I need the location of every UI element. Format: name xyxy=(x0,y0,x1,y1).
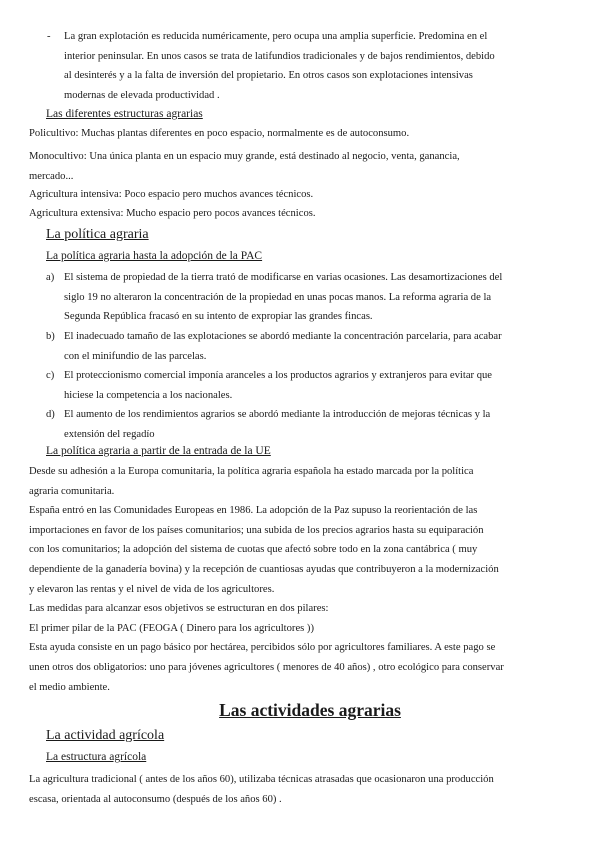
ue-line-12: el medio ambiente. xyxy=(29,681,110,693)
ue-line-6: dependiente de la ganadería bovina) y la recepción de cuantiosas ayudas que contribuyeron a la modernización xyxy=(29,564,499,575)
agricola-line-1: La agricultura tradicional ( antes de los años 60), utilizaba técnicas atrasadas que ocasionaron una producción xyxy=(29,774,494,785)
ue-line-2: agraria comunitaria. xyxy=(29,485,115,497)
item-a-line-1: El sistema de propiedad de la tierra trató de modificarse en varias ocasiones. Las desamortizaciones del xyxy=(64,272,503,283)
item-d-line-2: extensión del regadío xyxy=(64,428,155,440)
estructuras-line-2: Monocultivo: Una única planta en un espacio muy grande, está destinado al negocio, venta, ganancia, xyxy=(29,151,460,162)
ue-line-7: y elevaron las rentas y el nivel de vida de los agricultores. xyxy=(29,583,275,595)
item-d-line-1: El aumento de los rendimientos agrarios se abordó mediante la introducción de mejoras técnicas y la xyxy=(64,409,491,420)
ue-line-8: Las medidas para alcanzar esos objetivos se estructuran en dos pilares: xyxy=(29,603,329,615)
estructuras-line-4: Agricultura intensiva: Poco espacio pero muchos avances técnicos. xyxy=(29,189,314,200)
estructuras-line-3: mercado... xyxy=(29,170,74,182)
heading-politica-ue: La política agraria a partir de la entrada de la UE xyxy=(46,445,271,457)
item-a-line-2: siglo 19 no alteraron la concentración de la propiedad en unas pocas manos. La reforma agraria de la xyxy=(64,291,492,303)
item-c-marker: c) xyxy=(46,370,55,381)
bullet-dash: - xyxy=(47,31,51,42)
ue-line-4: importaciones en favor de los países comunitarios; una subida de los precios agrarios hasta su equiparación xyxy=(29,524,484,536)
item-c-line-1: El proteccionismo comercial imponía aranceles a los productos agrarios y extranjeros para evitar que xyxy=(64,370,492,381)
item-d-marker: d) xyxy=(46,409,55,420)
ue-line-11: unen otros dos obligatorios: uno para jóvenes agricultores ( menores de 40 años) , otro ecológico para conservar xyxy=(29,662,504,673)
estructuras-line-5: Agricultura extensiva: Mucho espacio pero pocos avances técnicos. xyxy=(29,208,316,219)
ue-line-9: El primer pilar de la PAC (FEOGA ( Dinero para los agricultores )) xyxy=(29,622,314,634)
intro-line-1: La gran explotación es reducida numéricamente, pero ocupa una amplia superficie. Predomina en el xyxy=(64,31,488,42)
heading-politica: La política agraria xyxy=(46,227,149,242)
heading-actividades: Las actividades agrarias xyxy=(219,700,401,720)
item-b-marker: b) xyxy=(46,331,55,342)
heading-politica-pac: La política agraria hasta la adopción de la PAC xyxy=(46,250,263,262)
ue-line-5: con los comunitarios; la adopción del sistema de cuotas que afectó sobre todo en la zona cantábrica ( muy xyxy=(29,544,478,556)
heading-actividad-agricola: La actividad agrícola xyxy=(46,728,165,743)
intro-line-3: al desinterés y a la falta de inversión del propietario. En otros casos son explotaciones intensivas xyxy=(64,70,473,82)
item-b-line-2: con el minifundio de las parcelas. xyxy=(64,350,207,362)
intro-line-2: interior peninsular. En unos casos se trata de latifundios tradicionales y de bajos rendimientos, debido xyxy=(64,50,495,62)
agricola-line-2: escasa, orientada al autoconsumo (después de los años 60) . xyxy=(29,793,282,805)
ue-line-1: Desde su adhesión a la Europa comunitaria, la política agraria española ha estado marcada por la política xyxy=(29,466,474,477)
heading-estructuras: Las diferentes estructuras agrarias xyxy=(46,108,203,120)
item-b-line-1: El inadecuado tamaño de las explotaciones se abordó mediante la concentración parcelaria, para acabar xyxy=(64,331,502,342)
item-a-line-3: Segunda República fracasó en su intento de expropiar las grandes fincas. xyxy=(64,311,373,323)
heading-estructura-agricola: La estructura agrícola xyxy=(46,751,147,763)
item-c-line-2: hiciese la competencia a los nacionales. xyxy=(64,389,233,401)
ue-line-10: Esta ayuda consiste en un pago básico por hectárea, percibidos sólo por agricultores familiares. A este pago se xyxy=(29,642,496,654)
estructuras-line-1: Policultivo: Muchas plantas diferentes en poco espacio, normalmente es de autoconsumo. xyxy=(29,128,410,139)
ue-line-3: España entró en las Comunidades Europeas en 1986. La adopción de la Paz supuso la reorientación de las xyxy=(29,505,478,517)
intro-line-4: modernas de elevada productividad . xyxy=(64,89,220,101)
item-a-marker: a) xyxy=(46,272,55,283)
